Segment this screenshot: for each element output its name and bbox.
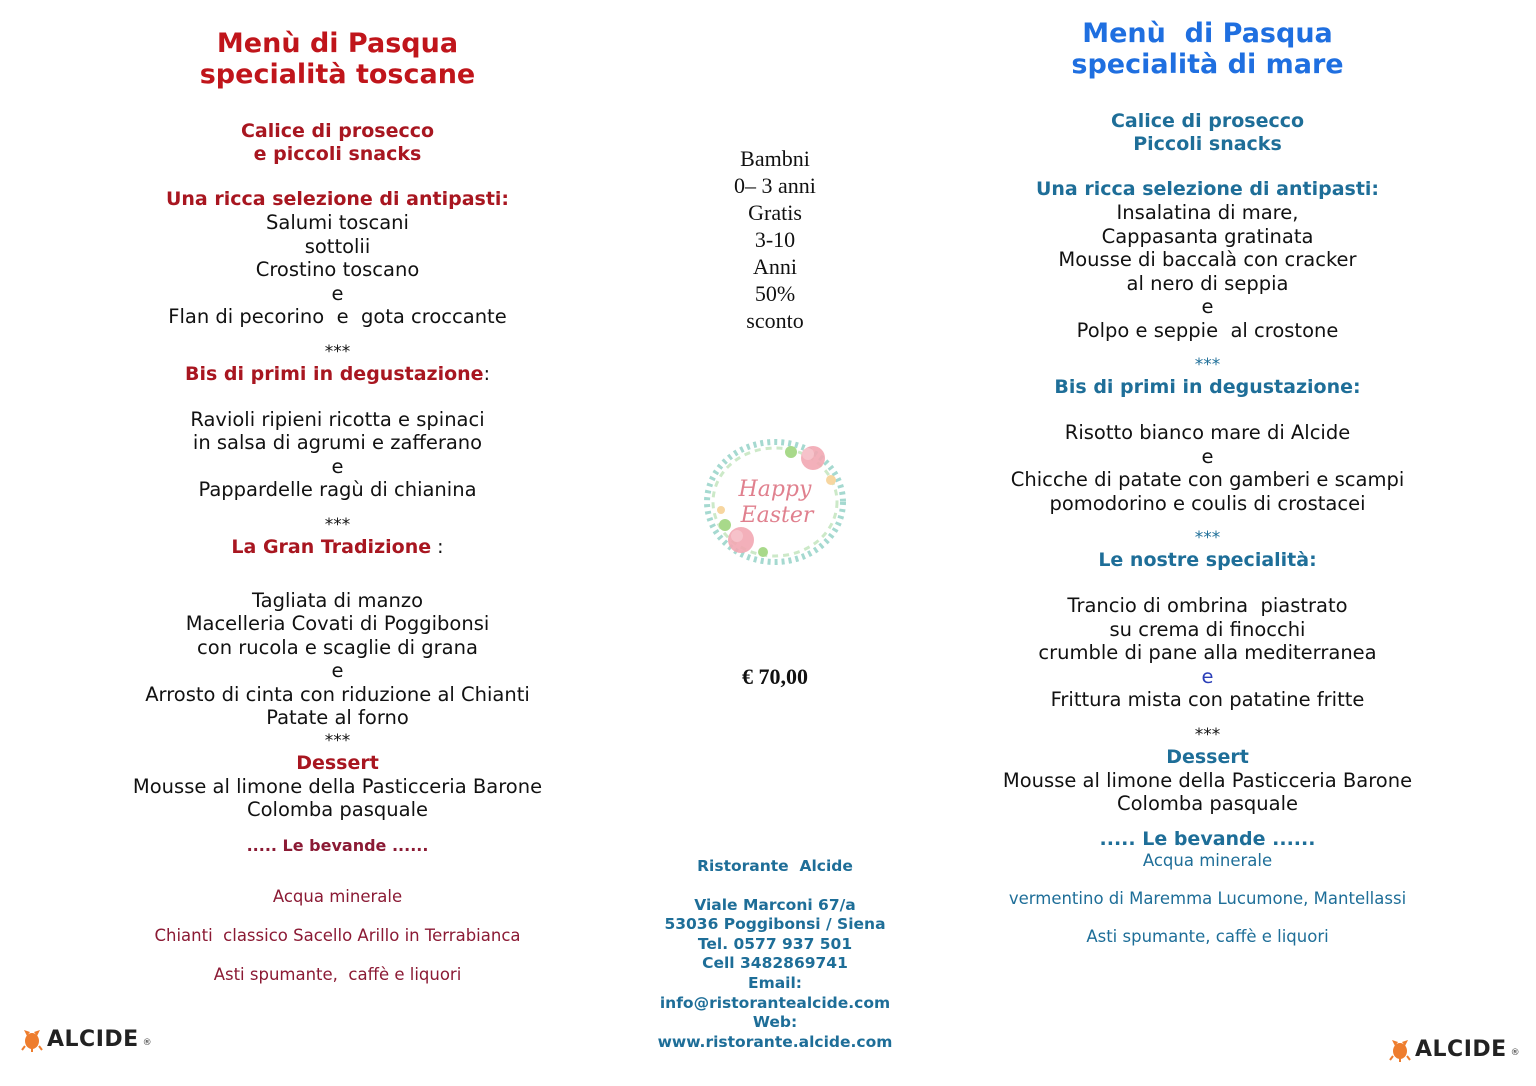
drink-item: Acqua minerale xyxy=(1142,850,1273,870)
secondi-heading-text: La Gran Tradizione xyxy=(231,535,432,558)
lobster-icon xyxy=(1388,1036,1412,1062)
welcome-line: Calice di prosecco xyxy=(240,120,435,142)
kids-pricing-line: 3-10 xyxy=(754,227,796,252)
menu-item: Macelleria Covati di Poggibonsi xyxy=(185,612,490,635)
separator: *** xyxy=(1194,355,1221,375)
menu-item: su crema di finocchi xyxy=(1109,617,1306,641)
menu-item: Mousse al limone della Pasticceria Barone xyxy=(132,774,543,798)
easter-text-line: Happy xyxy=(738,477,812,502)
menu-item: Risotto bianco mare di Alcide xyxy=(1064,421,1351,444)
lobster-icon xyxy=(20,1026,44,1052)
registered-mark: ® xyxy=(142,1038,152,1048)
menu-item: e xyxy=(331,659,344,682)
primi-heading-text: Bis di primi in degustazione xyxy=(185,362,484,385)
separator: *** xyxy=(324,341,351,362)
registered-mark: ® xyxy=(1510,1048,1520,1058)
welcome-drink xyxy=(935,110,1480,156)
menu-item: Patate al forno xyxy=(266,706,409,729)
menu-item: Trancio di ombrina piastrato xyxy=(1067,594,1348,617)
contact-info xyxy=(640,857,910,1052)
menu-item: e xyxy=(331,454,344,478)
drink-item: vermentino di Maremma Lucumone, Mantellassi xyxy=(1008,888,1407,908)
title-line: specialità di mare xyxy=(1071,49,1344,80)
menu-item: Crostino toscano xyxy=(255,258,420,281)
primi-heading: Bis di primi in degustazione: xyxy=(1054,376,1361,398)
drinks-list xyxy=(60,887,615,985)
secondi-list xyxy=(935,594,1480,712)
logo-wordmark: ALCIDE xyxy=(1415,1036,1507,1062)
secondi-heading: Le nostre specialità: xyxy=(1098,549,1317,571)
menu-item: Colomba pasquale xyxy=(1116,792,1298,815)
secondi-list xyxy=(60,589,615,730)
welcome-line: Calice di prosecco xyxy=(1110,110,1305,132)
logo-wordmark: ALCIDE xyxy=(47,1026,139,1052)
drink-item: Asti spumante, caffè e liquori xyxy=(213,964,462,984)
website-link[interactable]: www.ristorante.alcide.com xyxy=(657,1032,893,1051)
menu-item: pomodorino e coulis di crostacei xyxy=(1049,491,1366,515)
menu-item: Ravioli ripieni ricotta e spinaci xyxy=(190,407,485,431)
web-label: Web: xyxy=(752,1013,798,1032)
menu-item: Frittura mista con patatine fritte xyxy=(1050,688,1365,711)
wreath-icon xyxy=(695,430,855,570)
menu-item: sottolii xyxy=(304,234,371,258)
menu-item: con rucola e scaglie di grana xyxy=(197,635,478,659)
menu-item: e xyxy=(1201,444,1214,468)
kids-pricing-line: Bambni xyxy=(740,146,810,171)
title-line: Menù di Pasqua xyxy=(1082,18,1333,49)
drinks-heading: ..... Le bevande ...... xyxy=(1099,827,1316,850)
address-line: Viale Marconi 67/a xyxy=(694,895,856,914)
menu-item: e xyxy=(331,281,344,305)
secondi-heading-colon: : xyxy=(431,535,444,558)
menu-item: Salumi toscani xyxy=(266,211,409,234)
email-label: Email: xyxy=(747,973,803,992)
drinks-list xyxy=(935,851,1480,947)
kids-pricing-line: Gratis xyxy=(748,200,802,225)
welcome-line: e piccoli snacks xyxy=(253,143,422,165)
antipasti-heading: Una ricca selezione di antipasti: xyxy=(165,188,510,210)
alcide-logo-right xyxy=(1388,1036,1520,1062)
dessert-list xyxy=(60,775,615,822)
title-line: Menù di Pasqua xyxy=(216,28,459,59)
menu-item: al nero di seppia xyxy=(1126,271,1289,295)
menu-item: Tagliata di manzo xyxy=(251,588,424,612)
kids-pricing-line: sconto xyxy=(746,308,804,333)
phone-number: Tel. 0577 937 501 xyxy=(697,934,853,953)
tuscan-menu-title xyxy=(60,28,615,90)
separator: *** xyxy=(324,514,351,535)
drink-item: Asti spumante, caffè e liquori xyxy=(1086,926,1329,946)
kids-pricing-line: 50% xyxy=(754,281,796,306)
antipasti-heading: Una ricca selezione di antipasti: xyxy=(1035,178,1380,200)
antipasti-list xyxy=(935,201,1480,342)
tuscan-menu xyxy=(60,28,615,985)
kids-pricing-line: Anni xyxy=(753,254,797,279)
drink-item: Acqua minerale xyxy=(272,886,403,906)
primi-list xyxy=(935,421,1480,515)
separator: *** xyxy=(324,730,351,751)
menu-item: in salsa di agrumi e zafferano xyxy=(192,431,483,454)
seafood-menu xyxy=(935,18,1480,947)
restaurant-name: Ristorante Alcide xyxy=(697,857,853,875)
menu-item: Cappasanta gratinata xyxy=(1101,224,1314,248)
menu-price: € 70,00 xyxy=(742,664,808,689)
menu-item: Flan di pecorino e gota croccante xyxy=(168,305,507,328)
menu-item: crumble di pane alla mediterranea xyxy=(1038,641,1377,664)
drink-item: Chianti classico Sacello Arillo in Terrabianca xyxy=(154,925,521,945)
menu-item: Chicche di patate con gamberi e scampi xyxy=(1010,468,1405,491)
menu-item: e xyxy=(1201,295,1214,318)
easter-text-line: Easter xyxy=(740,503,814,528)
cell-number: Cell 3482869741 xyxy=(702,954,848,973)
menu-item: Mousse di baccalà con cracker xyxy=(1058,248,1357,271)
welcome-line: Piccoli snacks xyxy=(1133,133,1282,155)
menu-item: Colomba pasquale xyxy=(246,798,428,821)
menu-item: Pappardelle ragù di chianina xyxy=(198,478,477,501)
primi-heading-colon: : xyxy=(483,362,490,385)
separator: *** xyxy=(1194,724,1221,745)
address-line: 53036 Poggibonsi / Siena xyxy=(664,915,886,934)
antipasti-list xyxy=(60,211,615,329)
happy-easter-wreath-image xyxy=(695,430,855,570)
email-link[interactable]: info@ristorantealcide.com xyxy=(659,993,891,1012)
menu-item: Insalatina di mare, xyxy=(1116,201,1299,224)
seafood-menu-title xyxy=(935,18,1480,80)
dessert-heading: Dessert xyxy=(1166,745,1249,768)
title-line: specialità toscane xyxy=(199,59,476,90)
separator: *** xyxy=(1194,528,1221,548)
dessert-list xyxy=(935,769,1480,816)
alcide-logo-left xyxy=(20,1026,152,1052)
welcome-drink xyxy=(60,120,615,166)
drinks-heading: ..... Le bevande ...... xyxy=(246,835,429,855)
menu-item: e xyxy=(1201,664,1214,688)
menu-item: Polpo e seppie al crostone xyxy=(1076,318,1339,342)
secondi-heading xyxy=(60,536,615,559)
primi-heading xyxy=(60,363,615,386)
kids-pricing xyxy=(640,145,910,334)
menu-item: Arrosto di cinta con riduzione al Chianti xyxy=(145,682,530,706)
primi-list xyxy=(60,408,615,502)
dessert-heading: Dessert xyxy=(296,751,379,774)
menu-item: Mousse al limone della Pasticceria Barone xyxy=(1002,768,1413,792)
kids-pricing-line: 0– 3 anni xyxy=(734,173,816,198)
